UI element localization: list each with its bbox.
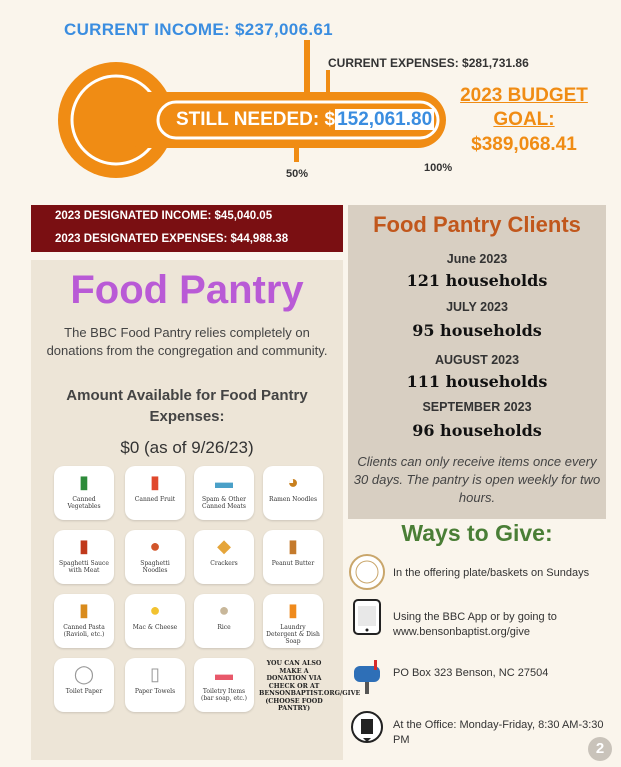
food-pantry-description: The BBC Food Pantry relies completely on donations from the congregation and community. xyxy=(46,325,328,358)
clients-title: Food Pantry Clients xyxy=(373,212,581,237)
still-needed-label: STILL NEEDED: $ xyxy=(176,109,336,130)
households-count: 121 households xyxy=(406,271,548,290)
paper-towels-icon: ▯ xyxy=(150,664,160,684)
ways-to-give-title: Ways to Give: xyxy=(401,520,553,546)
amount-heading: Amount Available for Food Pantry Expenses: xyxy=(66,387,308,425)
month-label: JULY 2023 xyxy=(446,300,508,314)
rice-icon: ● xyxy=(218,600,230,620)
households-count: 95 households xyxy=(412,321,542,340)
ramen-icon: ◕ xyxy=(287,472,299,492)
pantry-items-grid xyxy=(46,460,361,720)
item-rice: ● Rice xyxy=(194,594,254,648)
mac-cheese-icon: ● xyxy=(149,600,161,620)
month-label: June 2023 xyxy=(446,252,508,266)
phone-icon xyxy=(348,598,386,636)
fruit-icon: ▮ xyxy=(150,472,160,492)
spam-icon: ▬ xyxy=(215,472,233,492)
item-canned-vegetables: ▮ Canned Vegetables xyxy=(54,466,114,520)
donation-note: YOU CAN ALSO MAKE A DONATION VIA CHECK OR AT BENSONBAPTIST.ORG/GIVE (CHOOSE FOOD PANTRY) xyxy=(259,660,361,712)
item-canned-fruit: ▮ Canned Fruit xyxy=(125,466,185,520)
detergent-icon: ▮ xyxy=(288,600,298,620)
spaghetti-icon: ● xyxy=(149,536,161,556)
item-crackers: ◆ Crackers xyxy=(194,530,254,584)
item-detergent: ▮ Laundry Detergent & Dish Soap xyxy=(263,594,323,648)
households-count: 111 households xyxy=(406,372,548,391)
amount-value: $0 (as of 9/26/23) xyxy=(120,438,254,457)
designated-box xyxy=(31,205,343,252)
item-toiletry: ▬ Toiletry Items (bar soap, etc.) xyxy=(194,658,254,712)
office-icon xyxy=(348,710,386,748)
soap-icon: ▬ xyxy=(215,664,233,684)
food-pantry-title: Food Pantry xyxy=(70,268,304,312)
crackers-icon: ◆ xyxy=(217,536,231,556)
can-icon: ▮ xyxy=(79,472,89,492)
way-offering: In the offering plate/baskets on Sundays xyxy=(393,567,590,579)
goal-line-2: GOAL: xyxy=(493,109,555,130)
budget-goal-value: $389,068.41 xyxy=(471,134,577,155)
item-mac-cheese: ● Mac & Cheese xyxy=(125,594,185,648)
item-ramen: ◕ Ramen Noodles xyxy=(263,466,323,520)
designated-income: 2023 DESIGNATED INCOME: $45,040.05 xyxy=(55,210,273,222)
clients-note: Clients can only receive items once every 30 days. The pantry is open weekly for two hours. xyxy=(353,454,601,505)
item-spam: ▬ Spam & Other Canned Meats xyxy=(194,466,254,520)
pasta-can-icon: ▮ xyxy=(79,600,89,620)
month-label: AUGUST 2023 xyxy=(434,353,520,367)
month-label: SEPTEMBER 2023 xyxy=(422,400,532,414)
budget-goal-heading xyxy=(448,84,600,132)
item-canned-pasta: ▮ Canned Pasta (Ravioli, etc.) xyxy=(54,594,114,648)
item-spaghetti-sauce: ▮ Spaghetti Sauce with Meat xyxy=(54,530,114,584)
goal-line-1: 2023 BUDGET xyxy=(460,85,588,106)
toilet-paper-icon: ◯ xyxy=(73,664,95,684)
way-app: Using the BBC App or by going to www.bensonbaptist.org/give xyxy=(393,611,557,638)
item-toilet-paper: ◯ Toilet Paper xyxy=(54,658,114,712)
current-expenses: CURRENT EXPENSES: $281,731.86 xyxy=(328,56,529,70)
item-spaghetti-noodles: ● Spaghetti Noodles xyxy=(125,530,185,584)
way-office: At the Office: Monday-Friday, 8:30 AM-3:30 PM xyxy=(393,719,604,746)
item-paper-towels: ▯ Paper Towels xyxy=(125,658,185,712)
way-mail: PO Box 323 Benson, NC 27504 xyxy=(393,667,549,679)
designated-expenses: 2023 DESIGNATED EXPENSES: $44,988.38 xyxy=(55,233,289,245)
still-needed-value: 152,061.80 xyxy=(337,109,433,130)
current-income: CURRENT INCOME: $237,006.61 xyxy=(64,20,333,39)
offering-plate-icon xyxy=(348,553,386,591)
still-needed xyxy=(176,109,434,131)
item-peanut-butter: ▮ Peanut Butter xyxy=(263,530,323,584)
tick-50-label: 50% xyxy=(286,168,309,180)
households-count: 96 households xyxy=(412,421,542,440)
tick-100-label: 100% xyxy=(424,162,453,174)
peanut-butter-icon: ▮ xyxy=(288,536,298,556)
page-number: 2 xyxy=(588,737,612,761)
mailbox-icon xyxy=(348,656,386,694)
jar-icon: ▮ xyxy=(79,536,89,556)
